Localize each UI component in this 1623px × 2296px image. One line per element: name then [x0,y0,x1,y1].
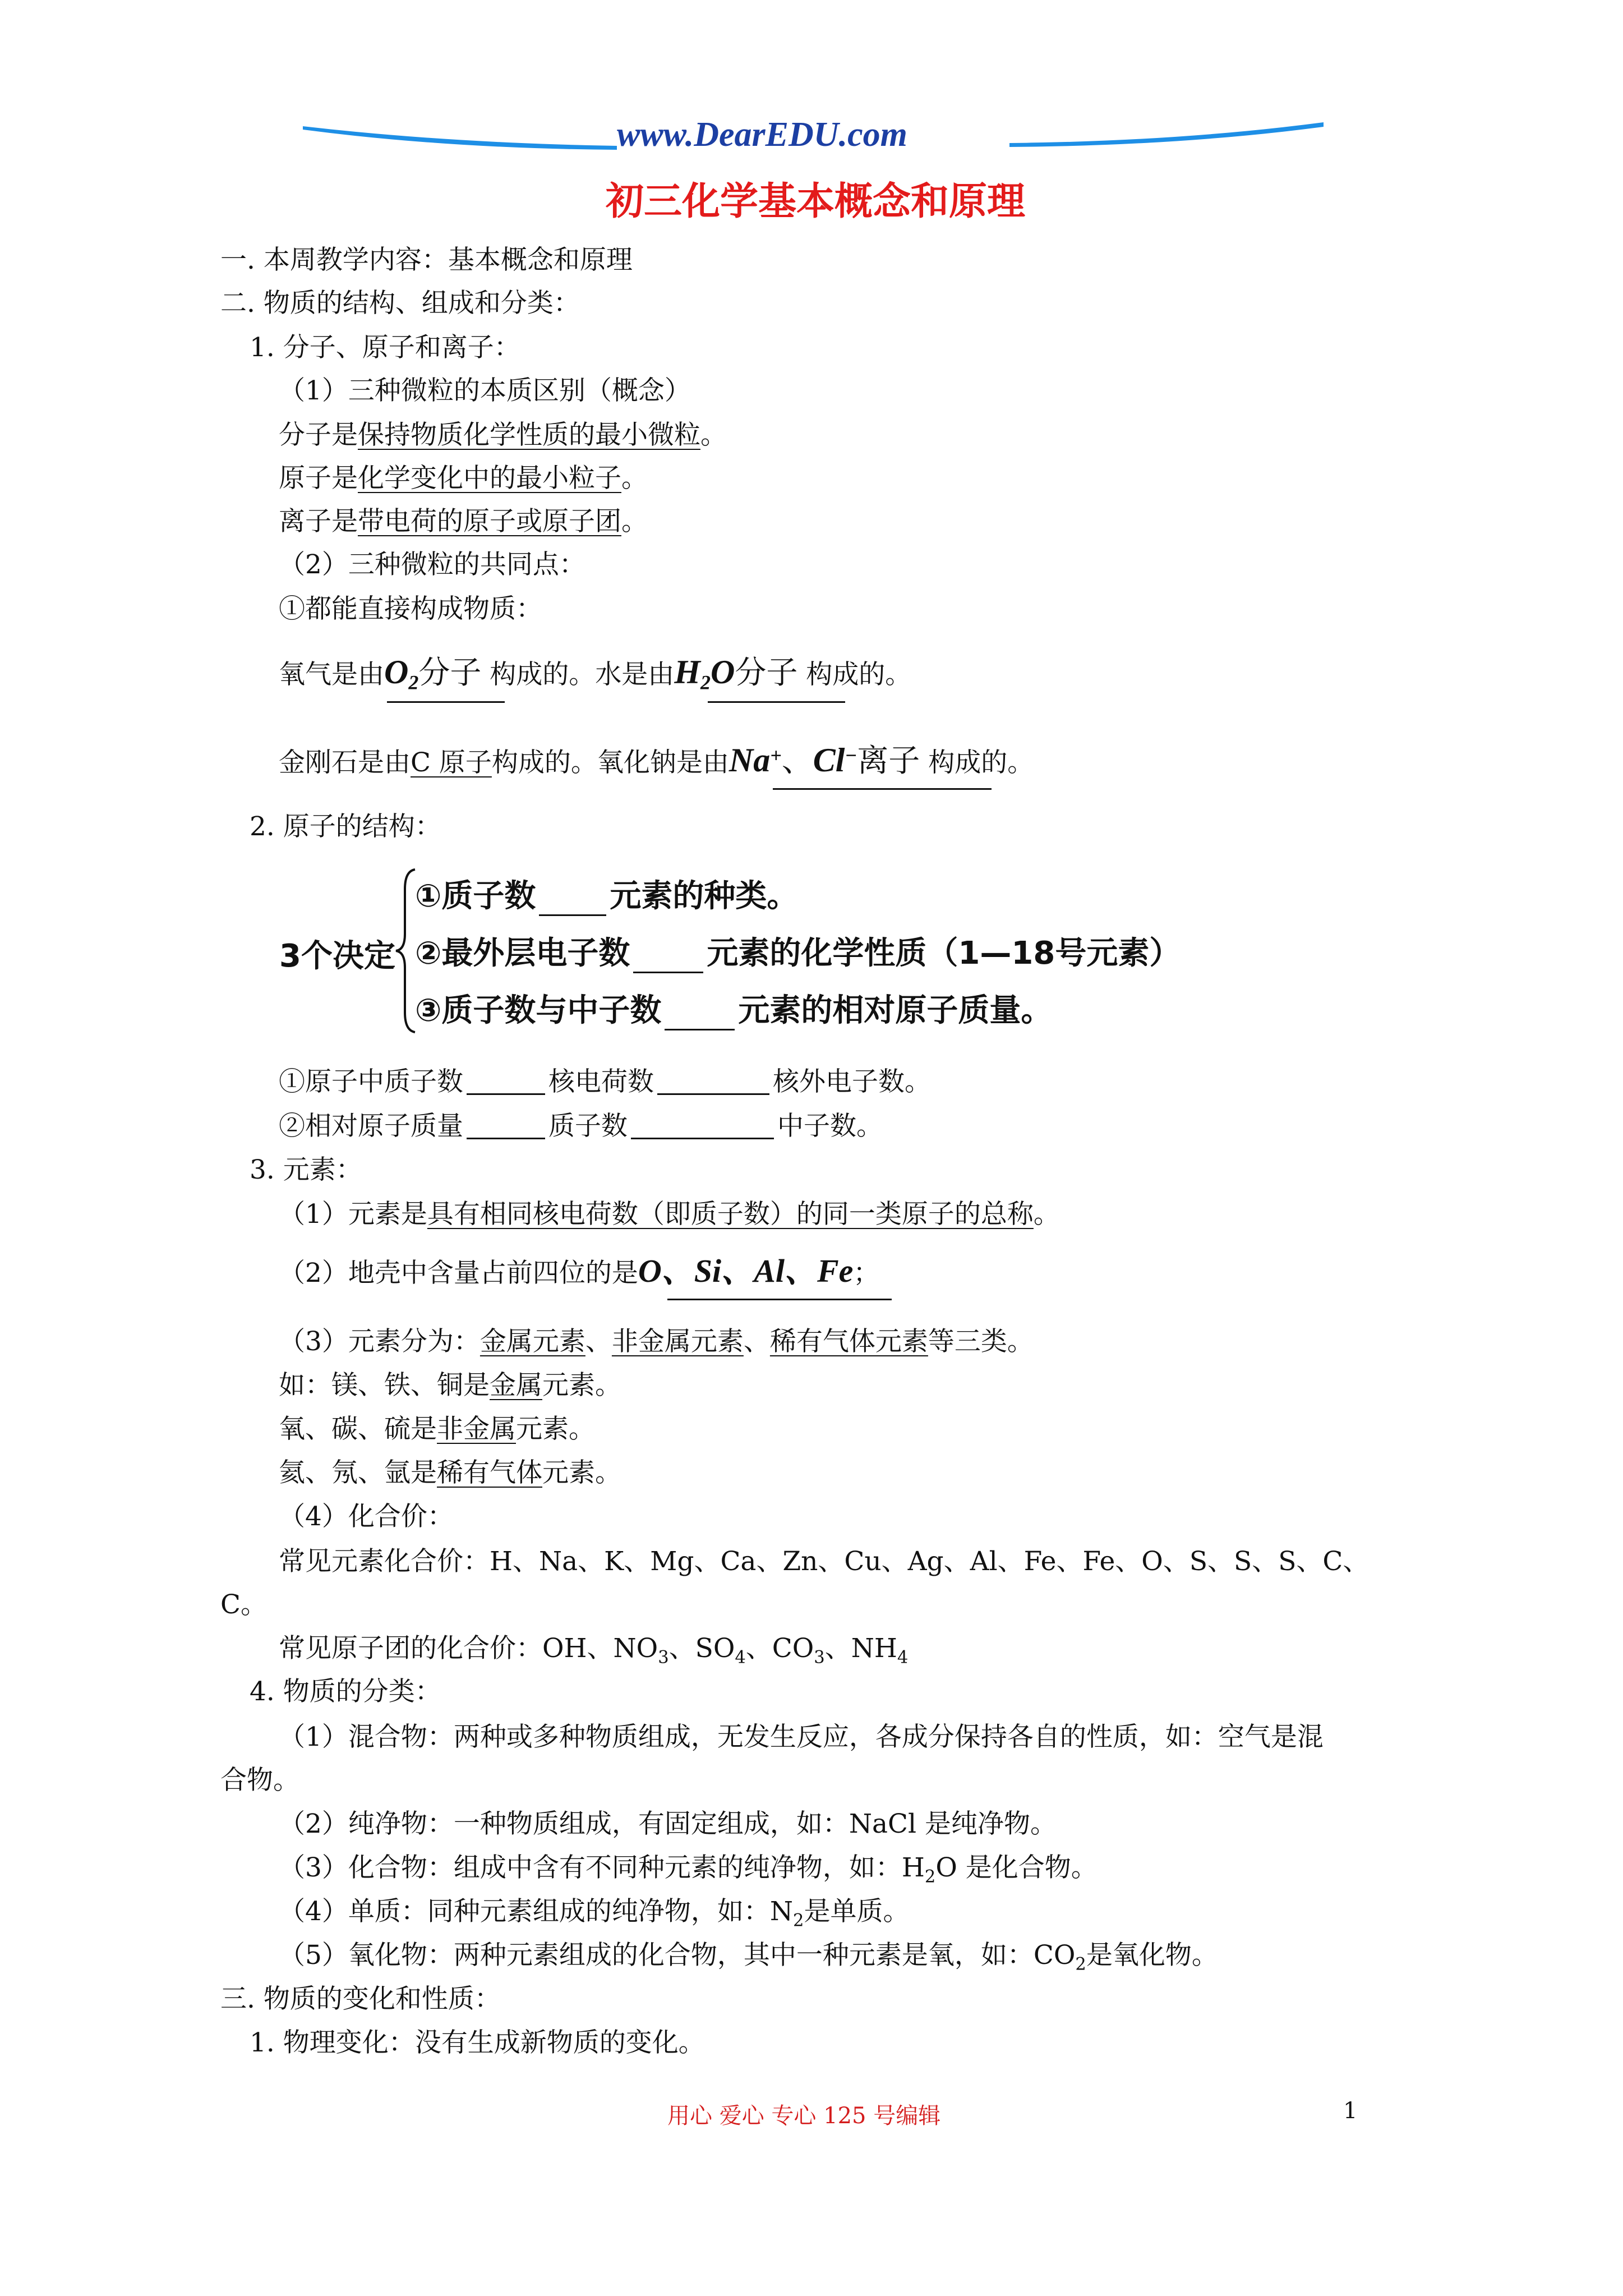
formula-line: 氧气是由$O_2$分子 构成的。水是由$H_2O$分子 构成的。 [279,654,912,694]
paragraph: （1）元素是具有相同核电荷数（即质子数）的同一类原子的总称。 [279,1199,1060,1230]
paragraph: 合物。 [220,1765,299,1796]
paragraph: （3）化合物：组成中含有不同种元素的纯净物，如：$H_2O$ 是化合物。 [279,1852,1098,1887]
section-heading: 一. 本周教学内容：基本概念和原理 [220,245,633,275]
decide-row: ③质子数与中子数 元素的相对原子质量。 [415,986,1052,1030]
page-number: 1 [1343,2098,1358,2124]
paragraph: （2）三种微粒的共同点： [279,549,585,580]
section-heading: 二. 物质的结构、组成和分类： [220,288,580,319]
document-title: 初三化学基本概念和原理 [606,180,1026,224]
paragraph: （5）氧化物：两种元素组成的化合物，其中一种元素是氧，如：$CO_2$是氧化物。 [279,1940,1218,1975]
paragraph: ①都能直接构成物质： [279,593,542,624]
subsection-heading: 1. 物理变化：没有生成新物质的变化。 [250,2027,705,2058]
paragraph: 氧、碳、硫是非金属元素。 [279,1414,595,1444]
paragraph: （2）纯净物：一种物质组成，有固定组成，如：NaCl 是纯净物。 [279,1809,1057,1839]
section-heading: 三. 物质的变化和性质： [220,1984,501,2014]
footer-note: 用心 爱心 专心 125 号编辑 [667,2103,941,2129]
paragraph: ①原子中质子数 核电荷数 核外电子数。 [279,1066,931,1097]
site-logo[interactable]: www.DearEDU.com [617,116,907,154]
subsection-heading: 2. 原子的结构： [250,811,441,842]
paragraph: C。 [220,1589,267,1620]
formula-line: （2）地壳中含量占前四位的是O、Si、Al、Fe； [279,1253,880,1289]
header-swoosh-left [303,121,617,154]
paragraph: （4）化合价： [279,1501,454,1532]
paragraph: （1）三种微粒的本质区别（概念） [279,375,691,406]
subsection-heading: 4. 物质的分类： [250,1676,441,1707]
decide-row: ②最外层电子数 元素的化学性质（1—18号元素） [415,928,1181,973]
header-swoosh-right [1009,118,1324,151]
formula-line: 金刚石是由C 原子构成的。氧化钠是由Na+、Cl−离子 构成的。 [279,742,1034,779]
paragraph: 如：镁、铁、铜是金属元素。 [279,1370,621,1401]
paragraph: （3）元素分为：金属元素、非金属元素、稀有气体元素等三类。 [279,1326,1034,1357]
formula-underline [667,1299,892,1300]
decide-label: 3个决定 [279,938,395,974]
paragraph: ②相对原子质量 质子数 中子数。 [279,1111,883,1142]
paragraph: 离子是带电荷的原子或原子团。 [279,506,648,537]
paragraph: 分子是保持物质化学性质的最小微粒。 [279,420,727,450]
subsection-heading: 3. 元素： [250,1154,362,1185]
paragraph: 常见原子团的化合价：OH、$NO_3$、$SO_4$、$CO_3$、$NH_4$ [279,1633,909,1668]
decide-row: ①质子数 元素的种类。 [415,871,798,916]
paragraph: 氦、氖、氩是稀有气体元素。 [279,1457,621,1488]
paragraph: （1）混合物：两种或多种物质组成，无发生反应，各成分保持各自的性质，如：空气是混 [279,1722,1324,1752]
paragraph: （4）单质：同种元素组成的纯净物，如：$N_2$是单质。 [279,1896,910,1931]
formula-underline [773,788,992,790]
formula-underline [708,701,845,703]
subsection-heading: 1. 分子、原子和离子： [250,332,520,363]
paragraph: 常见元素化合价：H、Na、K、Mg、Ca、Zn、Cu、Ag、Al、Fe、Fe、O、S、S、S、C、 [279,1546,1370,1577]
formula-underline [387,701,505,703]
paragraph: 原子是化学变化中的最小粒子。 [279,463,648,494]
